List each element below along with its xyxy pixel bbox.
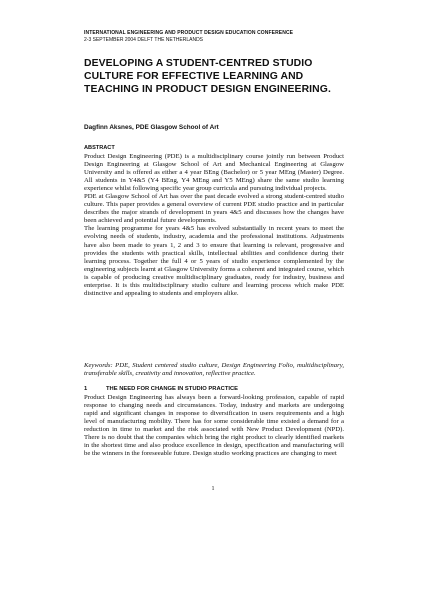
conference-header — [84, 30, 404, 44]
conference-name: INTERNATIONAL ENGINEERING AND PRODUCT DESIGN EDUCATION CONFERENCE — [84, 30, 294, 36]
abstract-paragraph: Product Design Engineering (PDE) is a multidisciplinary course jointly run between Product Design Engineering at Glasgow School of Art and Mechanical Engineering at Glasgow University and is offered as either a 4 year BEng (Bachelor) or 5 year MEng (Master) Degree. All students in Y4&5 (Y4 BEng, Y4 MEng and Y5 MEng) share the same studio learning experience whilst following specific year group curricula and pursuing individual projects. — [84, 153, 344, 193]
author-line: Dagfinn Aksnes, PDE Glasgow School of Art — [84, 124, 219, 131]
section-number: 1 — [84, 386, 88, 392]
keywords-text: Keywords: PDE, Student centered studio culture, Design Engineering Folio, multidisciplinary, transferable skills, creativity and innovation, reflective practice. — [84, 362, 344, 378]
page-number: 1 — [211, 486, 215, 492]
conference-date-place: 2-3 SEPTEMBER 2004 DELFT THE NETHERLANDS — [84, 37, 204, 43]
abstract-heading: ABSTRACT — [84, 145, 115, 151]
section-body — [84, 394, 344, 458]
section-title: THE NEED FOR CHANGE IN STUDIO PRACTICE — [106, 386, 239, 392]
abstract-paragraph: PDE at Glasgow School of Art has over the past decade evolved a strong student-centred studio culture. This paper provides a general overview of current PDE studio practice and in particular describes the major strands of development in years 4&5 and discusses how the changes have been achieved and potential future developments. — [84, 193, 344, 225]
section-paragraph: Product Design Engineering has always been a forward-looking profession, capable of rapid response to changing needs and circumstances. Today, industry and markets are undergoing rapid and significant changes in response to diversification in users requirements and a high level of manufacturing mobility. There has for some considerable time existed a demand for a reduction in time to market and the risk associated with New Product Development (NPD). There is no doubt that the companies which bring the right product to clearly identified markets in the shortest time and also produce excellence in design, specification and manufacturing will be the winners in the foreseeable future. Design studio working practices are changing to meet — [84, 394, 344, 458]
abstract-body — [84, 153, 344, 298]
keywords-block — [84, 362, 344, 378]
paper-title: DEVELOPING A STUDENT-CENTRED STUDIO CULTURE FOR EFFECTIVE LEARNING AND TEACHING IN PRODUCT DESIGN ENGINEERING. — [84, 58, 331, 96]
section-heading — [84, 386, 344, 392]
abstract-paragraph: The learning programme for years 4&5 has evolved substantially in recent years to meet the evolving needs of students, industry, academia and the professional institutions. Adjustments have also been made to years 1, 2 and 3 to ensure that learning is relevant, progressive and provides the students with practical skills, intellectual abilities and confidence during their learning process. Together the full 4 or 5 years of studio experience complemented by the engineering subjects learnt at Glasgow University forms a coherent and integrated course, which is capable of producing creative multidisciplinary graduates, ready for industry, business and enterprise. It is this multidisciplinary studio culture and learning process which make PDE distinctive and appealing to students and employers alike. — [84, 225, 344, 297]
